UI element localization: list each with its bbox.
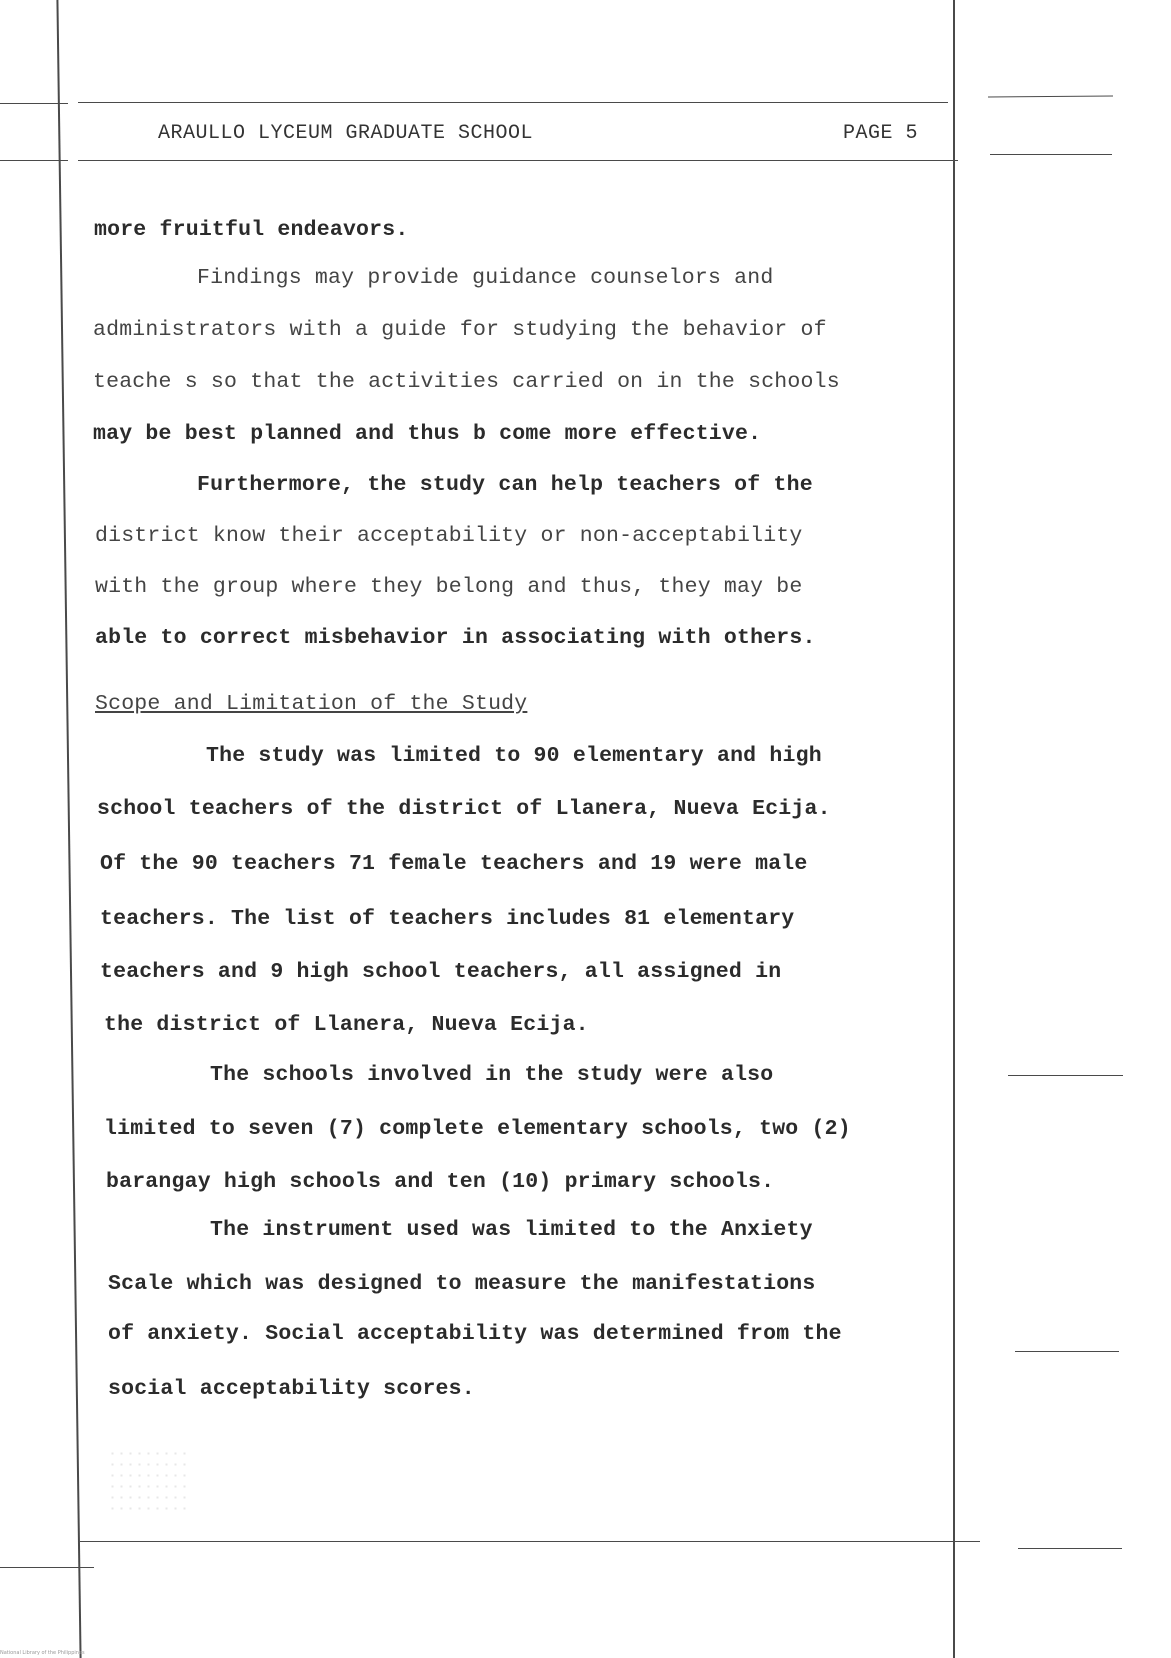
scan-speckle [108, 1448, 188, 1518]
body-line: more fruitful endeavors. [94, 218, 409, 242]
body-line: The study was limited to 90 elementary and high [206, 744, 822, 768]
body-line: able to correct misbehavior in associating with others. [95, 626, 816, 650]
body-line: with the group where they belong and thus, they may be [95, 575, 803, 599]
top-left-tick [0, 103, 68, 104]
header-bottom-right-tick [990, 154, 1112, 155]
body-line: of anxiety. Social acceptability was determined from the [108, 1322, 842, 1346]
body-line: Scale which was designed to measure the manifestations [108, 1272, 816, 1296]
body-line: teachers. The list of teachers includes 81 elementary [100, 907, 795, 931]
header-bottom-rule [78, 160, 958, 161]
body-line: social acceptability scores. [108, 1377, 475, 1401]
section-heading: Scope and Limitation of the Study [95, 692, 528, 716]
footer-left-tick [0, 1567, 94, 1568]
page-number: PAGE 5 [843, 122, 919, 145]
body-line: barangay high schools and ten (10) primary schools. [106, 1170, 775, 1194]
footer-right-tick [1018, 1548, 1122, 1549]
footer-rule [80, 1541, 980, 1542]
body-line: teachers and 9 high school teachers, all assigned in [100, 960, 782, 984]
header-bottom-left-tick [0, 160, 68, 161]
left-margin-rule [56, 0, 81, 1658]
body-line: teache s so that the activities carried on in the schools [93, 370, 840, 394]
body-line: The instrument used was limited to the Anxiety [210, 1218, 813, 1242]
body-line: district know their acceptability or non-acceptability [95, 524, 803, 548]
lower-right-tick [1015, 1351, 1119, 1352]
page-header-title: ARAULLO LYCEUM GRADUATE SCHOOL [158, 122, 534, 145]
mid-right-tick [1008, 1075, 1123, 1076]
top-right-tick [988, 95, 1113, 97]
body-line: Of the 90 teachers 71 female teachers and 19 were male [100, 852, 808, 876]
body-line: the district of Llanera, Nueva Ecija. [104, 1013, 589, 1037]
body-line: limited to seven (7) complete elementary schools, two (2) [104, 1117, 851, 1141]
body-line: administrators with a guide for studying the behavior of [93, 318, 827, 342]
body-line: Furthermore, the study can help teachers of the [197, 473, 813, 497]
body-line: school teachers of the district of Llanera, Nueva Ecija. [97, 797, 831, 821]
scan-footer-note: National Library of the Philippines [0, 1650, 85, 1656]
body-line: may be best planned and thus b come more effective. [93, 422, 762, 446]
body-line: The schools involved in the study were also [210, 1063, 774, 1087]
body-line: Findings may provide guidance counselors and [197, 266, 774, 290]
header-top-rule [78, 102, 948, 103]
right-margin-rule [953, 0, 955, 1658]
